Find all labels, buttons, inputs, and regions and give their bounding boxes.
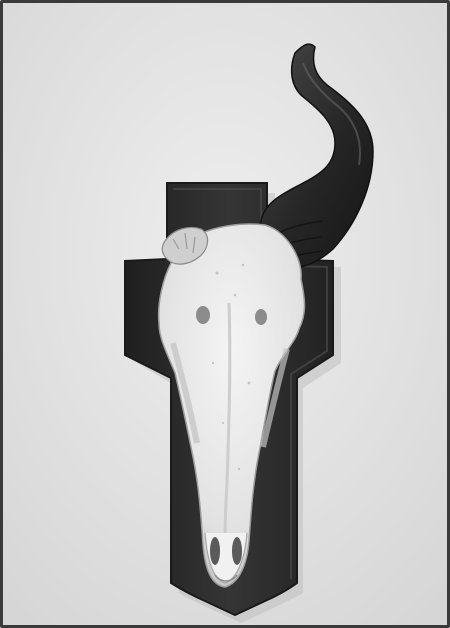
right-eye-socket (255, 309, 267, 325)
right-nostril (232, 537, 242, 565)
left-eye-socket (196, 306, 210, 324)
left-nostril (210, 537, 220, 565)
photo-scene (3, 3, 447, 625)
